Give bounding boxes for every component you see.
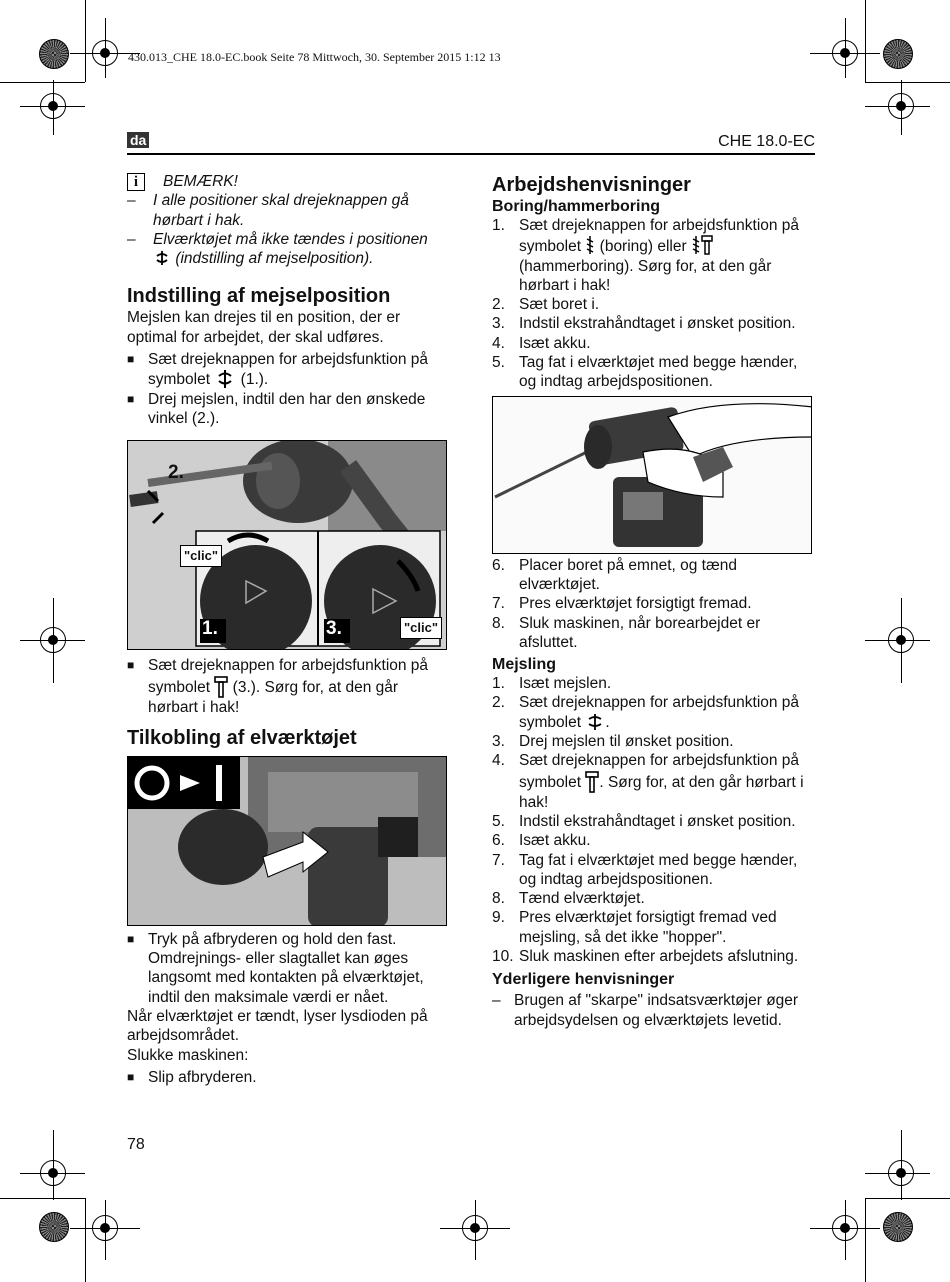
list-item: 5. Tag fat i elværktøjet med begge hænder, og indtag arbejdspositionen. [492, 354, 798, 391]
list-item: 4. Isæt akku. [492, 334, 591, 352]
note-heading [127, 172, 449, 191]
list-item: 2. Sæt drejeknappen for arbejdsfunktion på symbolet . [492, 694, 800, 731]
hammer-drill-symbol-icon [691, 235, 713, 255]
numbered-list [492, 216, 814, 392]
list-item: 5. Indstil ekstrahåndtaget i ønsket position. [492, 812, 796, 830]
bullet-list [127, 350, 449, 428]
dash-list [492, 991, 814, 1030]
figure-chisel-position [127, 440, 447, 650]
list-item: 1. Sæt drejeknappen for arbejdsfunktion på symbolet (boring) eller (hammerboring). Sørg for, at den går hørbart i hak! [492, 217, 800, 294]
note-title: BEMÆRK! [163, 173, 238, 190]
list-item: 2. Sæt boret i. [492, 296, 600, 314]
list-item: 3. Indstil ekstrahåndtaget i ønsket position. [492, 315, 796, 333]
section-title: Indstilling af mejselposition [127, 285, 391, 308]
color-rosette-icon [883, 39, 913, 69]
list-item: 8. Sluk maskinen, når borearbejdet er afsluttet. [492, 614, 761, 651]
header-rule [127, 153, 815, 155]
numbered-list [492, 674, 814, 966]
subsection-title: Mejsling [492, 656, 557, 674]
list-item: – Brugen af "skarpe" indsatsværktøjer øger arbejdsydelsen og elværktøjets levetid. [492, 991, 814, 1030]
figure-illustration [128, 757, 447, 926]
color-rosette-icon [39, 1212, 69, 1242]
figure-illustration [493, 397, 812, 554]
list-item: 10. Sluk maskinen efter arbejdets afslutning. [492, 948, 799, 966]
bullet-list [127, 1068, 449, 1087]
paragraph: Slukke maskinen: [127, 1046, 249, 1064]
right-column [492, 173, 814, 1030]
left-column [127, 172, 449, 1087]
color-rosette-icon [883, 1212, 913, 1242]
figure-label-2: 2. [168, 462, 184, 484]
chisel-symbol-icon [585, 771, 599, 793]
list-item: 1. Isæt mejslen. [492, 675, 612, 693]
list-item: 3. Drej mejslen til ønsket position. [492, 733, 734, 751]
page-number: 78 [127, 1136, 145, 1153]
section-title: Tilkobling af elværktøjet [127, 726, 357, 749]
book-info-line: 430.013_CHE 18.0-EC.book Seite 78 Mittwoch, 30. September 2015 1:12 13 [128, 50, 501, 64]
paragraph: Når elværktøjet er tændt, lyser lysdioden på arbejdsområdet. [127, 1008, 428, 1045]
figure-label-1: 1. [202, 618, 218, 640]
bullet-item: ■ Tryk på afbryderen og hold den fast. Omdrejnings- eller slagtallet kan øges langsomt med kontakten på elværktøjet, indtil den maksimale værdi er nået. [127, 930, 449, 1007]
figure-label-clic: "clic" [180, 545, 222, 566]
bullet-item: ■ Sæt drejeknappen for arbejdsfunktion på symbolet (1.). [127, 350, 449, 390]
bullet-item: ■ Sæt drejeknappen for arbejdsfunktion på symbolet (3.). Sørg for, at den går hørbart i hak! [127, 656, 449, 717]
subsection-title: Boring/hammerboring [492, 198, 661, 215]
figure-label-3: 3. [326, 618, 342, 640]
list-item: 6. Isæt akku. [492, 832, 591, 850]
numbered-list [492, 556, 814, 652]
bullet-item: ■ Slip afbryderen. [127, 1068, 449, 1087]
chisel-position-icon [214, 369, 236, 389]
subsection-title: Yderligere henvisninger [492, 971, 675, 989]
note-list [127, 191, 449, 268]
figure-switch-on [127, 756, 447, 926]
figure-label-clic: "clic" [400, 617, 442, 638]
list-item: 6. Placer boret på emnet, og tænd elværktøjet. [492, 556, 737, 593]
note-item: – I alle positioner skal drejeknappen gå hørbart i hak. [127, 191, 449, 230]
chisel-position-icon [585, 713, 605, 731]
paragraph: Mejslen kan drejes til en position, der er optimal for arbejdet, der skal udføres. [127, 309, 401, 346]
chisel-symbol-icon [214, 676, 228, 698]
list-item: 7. Tag fat i elværktøjet med begge hænder, og indtag arbejdspositionen. [492, 851, 798, 888]
list-item: 8. Tænd elværktøjet. [492, 890, 645, 908]
color-rosette-icon [39, 39, 69, 69]
section-title: Arbejdshenvisninger [492, 174, 691, 196]
figure-working-position [492, 396, 812, 554]
language-badge: da [127, 132, 149, 148]
model-name: CHE 18.0-EC [718, 133, 815, 150]
drill-symbol-icon [585, 235, 595, 255]
chisel-position-icon [153, 250, 171, 266]
bullet-item: ■ Drej mejslen, indtil den har den ønskede vinkel (2.). [127, 390, 449, 429]
list-item: 9. Pres elværktøjet forsigtigt fremad ved mejsling, så det ikke "hopper". [492, 909, 777, 946]
bullet-list [127, 930, 449, 1007]
bullet-list [127, 656, 449, 717]
list-item: 7. Pres elværktøjet forsigtigt fremad. [492, 595, 752, 613]
list-item: 4. Sæt drejeknappen for arbejdsfunktion på symbolet . Sørg for, at den går hørbart i hak! [492, 752, 804, 811]
note-item: – Elværktøjet må ikke tændes i positionen (indstilling af mejselposition). [127, 230, 449, 269]
info-icon: i [127, 173, 145, 191]
